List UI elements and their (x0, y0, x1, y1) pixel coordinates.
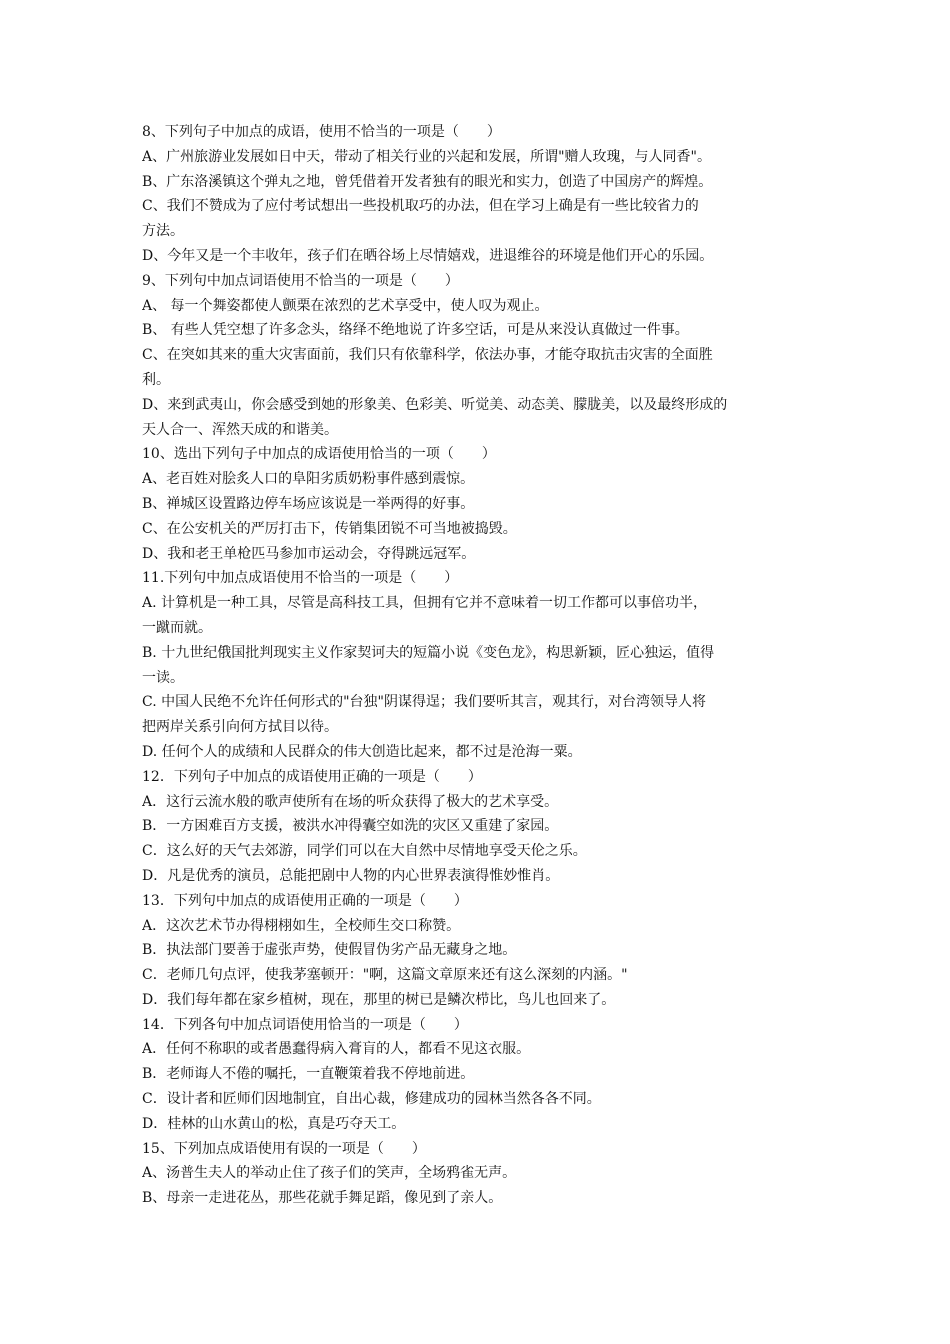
question-10-option-b: B、禅城区设置路边停车场应该说是一举两得的好事。 (142, 495, 475, 512)
question-12-option-a: A．这行云流水般的歌声使所有在场的听众获得了极大的艺术享受。 (142, 793, 559, 810)
question-13-option-d: D．我们每年都在家乡植树，现在，那里的树已是鳞次栉比，鸟儿也回来了。 (142, 991, 616, 1008)
question-11-option-c: C. 中国人民绝不允许任何形式的"台独"阴谋得逞；我们要听其言，观其行，对台湾领导人将 (142, 694, 706, 711)
question-10-stem: 10、选出下列句子中加点的成语使用恰当的一项（ ） (142, 446, 496, 463)
question-11-option-a: A. 计算机是一种工具，尽管是高科技工具，但拥有它并不意味着一切工作都可以事倍功半， (142, 595, 708, 612)
question-11-option-a-cont: 一蹴而就。 (142, 619, 212, 636)
question-11-option-c-cont: 把两岸关系引向何方拭目以待。 (142, 719, 338, 736)
question-8-option-c-cont: 方法。 (142, 223, 184, 240)
question-15-option-a: A、汤普生夫人的举动止住了孩子们的笑声，全场鸦雀无声。 (142, 1165, 517, 1182)
question-13-option-a: A．这次艺术节办得栩栩如生，全校师生交口称赞。 (142, 917, 461, 934)
question-15-option-b: B、母亲一走进花丛，那些花就手舞足蹈，像见到了亲人。 (142, 1190, 503, 1207)
question-13-option-c: C．老师几句点评，使我茅塞顿开："啊，这篇文章原来还有这么深刻的内涵。" (142, 967, 628, 984)
question-14-option-d: D．桂林的山水黄山的松，真是巧夺天工。 (142, 1115, 406, 1132)
question-13-stem: 13．下列句中加点的成语使用正确的一项是（ ） (142, 892, 468, 909)
question-8-option-b: B、广东洛溪镇这个弹丸之地，曾凭借着开发者独有的眼光和实力，创造了中国房产的辉煌。 (142, 173, 713, 190)
question-11-stem: 11.下列句中加点成语使用不恰当的一项是（ ） (142, 570, 459, 587)
question-14-option-b: B．老师诲人不倦的嘱托，一直鞭策着我不停地前进。 (142, 1066, 475, 1083)
question-12-option-b: B．一方困难百方支援，被洪水冲得囊空如洗的灾区又重建了家园。 (142, 818, 559, 835)
question-8-option-a: A、广州旅游业发展如日中天，带动了相关行业的兴起和发展，所谓"赠人玫瑰，与人同香"。 (142, 148, 711, 165)
question-8-stem: 8、下列句子中加点的成语，使用不恰当的一项是（ ） (142, 124, 501, 140)
question-12-option-c: C．这么好的天气去郊游，同学们可以在大自然中尽情地享受天伦之乐。 (142, 843, 587, 860)
question-8-option-c: C、我们不赞成为了应付考试想出一些投机取巧的办法，但在学习上确是有一些比较省力的 (142, 198, 699, 215)
question-9-option-a: A、 每一个舞姿都使人颤栗在浓烈的艺术享受中，使人叹为观止。 (142, 297, 549, 314)
question-14-option-c: C．设计者和匠师们因地制宜，自出心裁，修建成功的园林当然各各不同。 (142, 1091, 601, 1108)
question-10-option-a: A、老百姓对脍炙人口的阜阳劣质奶粉事件感到震惊。 (142, 471, 475, 488)
question-12-stem: 12．下列句子中加点的成语使用正确的一项是（ ） (142, 768, 482, 785)
question-15-stem: 15、下列加点成语使用有误的一项是（ ） (142, 1140, 426, 1157)
question-14-stem: 14．下列各句中加点词语使用恰当的一项是（ ） (142, 1016, 468, 1033)
question-9-option-d: D、来到武夷山，你会感受到她的形象美、色彩美、听觉美、动态美、朦胧美，以及最终形成的 (142, 396, 728, 413)
question-13-option-b: B．执法部门要善于虚张声势，使假冒伪劣产品无藏身之地。 (142, 942, 517, 959)
question-8-option-d: D、今年又是一个丰收年，孩子们在晒谷场上尽情嬉戏，进退维谷的环境是他们开心的乐园。 (142, 247, 714, 264)
question-12-option-d: D．凡是优秀的演员，总能把剧中人物的内心世界表演得惟妙惟肖。 (142, 867, 560, 884)
question-11-option-d: D. 任何个人的成绩和人民群众的伟大创造比起来，都不过是沧海一粟。 (142, 743, 582, 760)
question-14-option-a: A．任何不称职的或者愚蠢得病入膏肓的人，都看不见这衣服。 (142, 1041, 531, 1058)
question-11-option-b: B. 十九世纪俄国批判现实主义作家契诃夫的短篇小说《变色龙》，构思新颖，匠心独运，值得 (142, 644, 715, 661)
question-9-option-d-cont: 天人合一、浑然天成的和谐美。 (142, 421, 338, 438)
question-11-option-b-cont: 一读。 (142, 669, 184, 686)
question-9-option-c-cont: 利。 (142, 371, 170, 388)
document-page (142, 120, 814, 1211)
question-10-option-c: C、在公安机关的严厉打击下，传销集团锐不可当地被捣毁。 (142, 520, 517, 537)
question-9-stem: 9、下列句中加点词语使用不恰当的一项是（ ） (142, 272, 459, 289)
question-9-option-c: C、在突如其来的重大灾害面前，我们只有依靠科学，依法办事，才能夺取抗击灾害的全面胜 (142, 347, 713, 364)
question-10-option-d: D、我和老王单枪匹马参加市运动会，夺得跳远冠军。 (142, 545, 476, 562)
question-9-option-b: B、 有些人凭空想了许多念头，络绎不绝地说了许多空话，可是从来没认真做过一件事。 (142, 322, 689, 339)
